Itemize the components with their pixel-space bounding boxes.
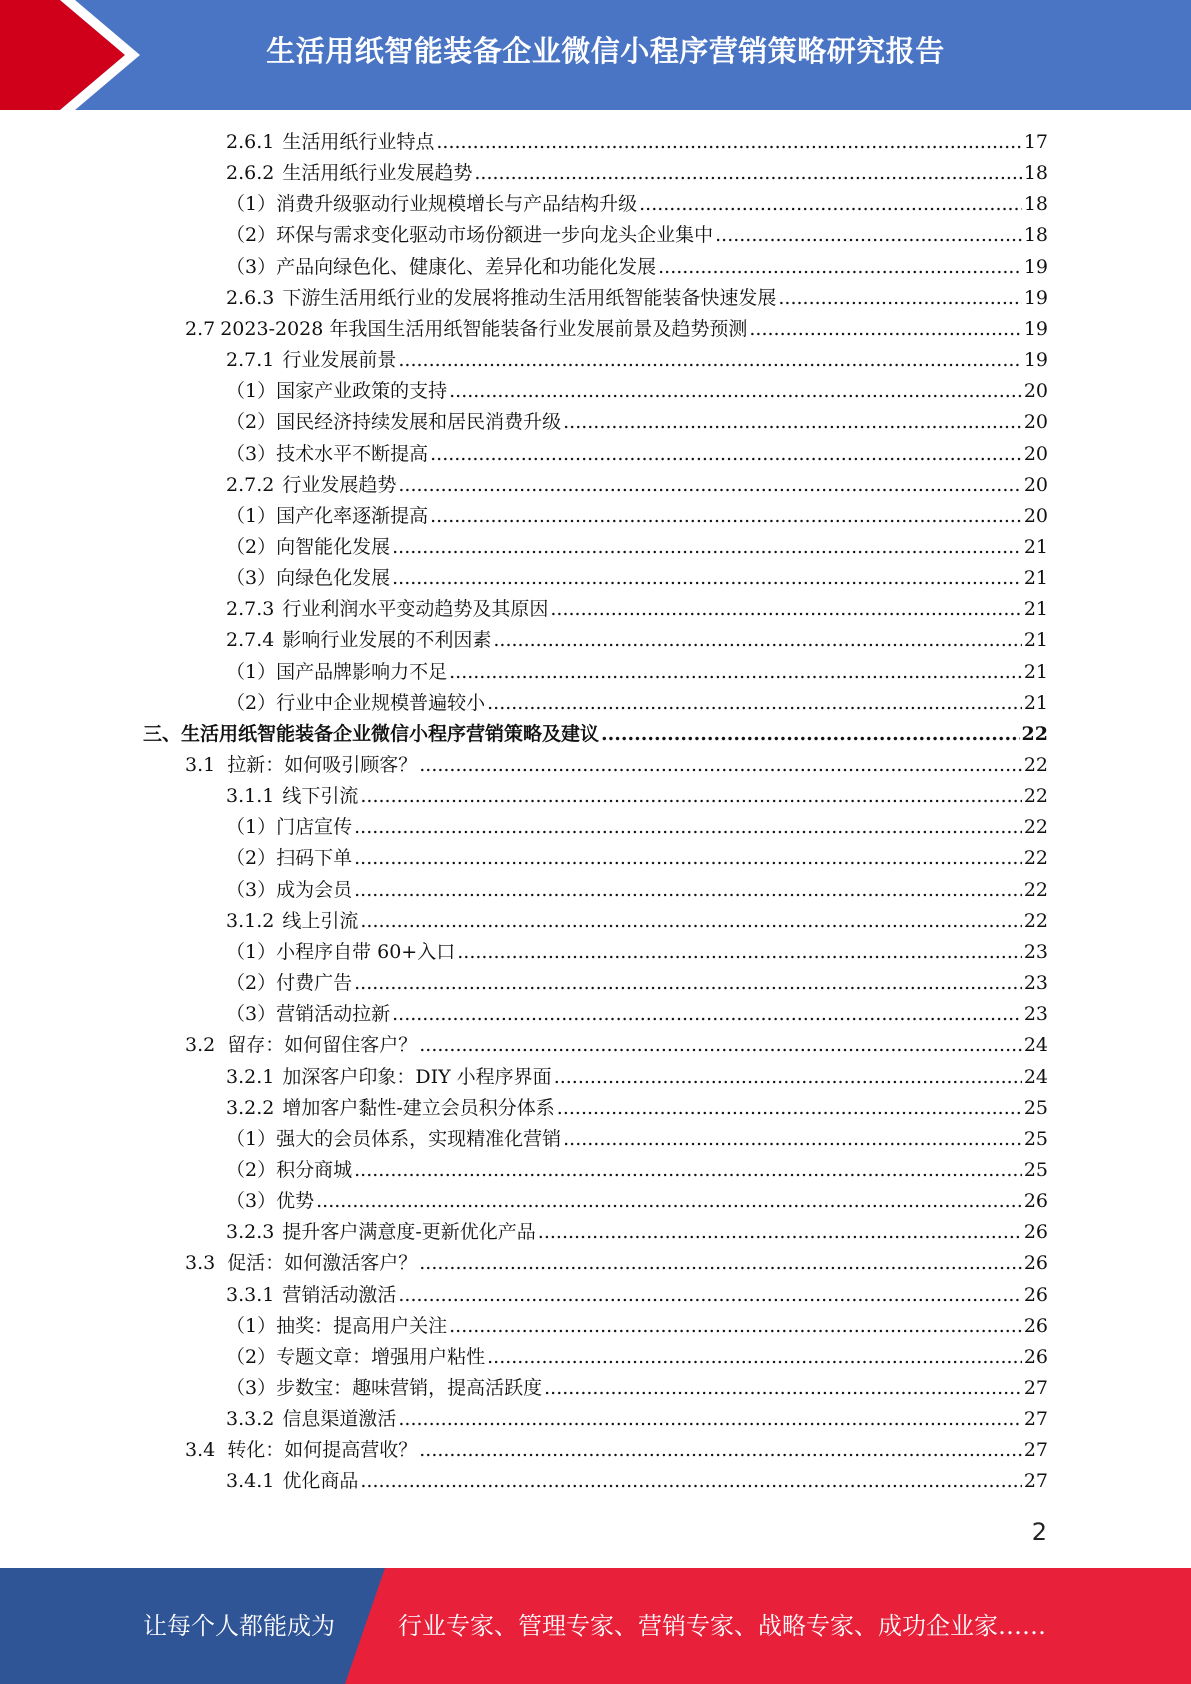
toc-leader-dots: [392, 999, 1022, 1030]
toc-leader-dots: [398, 345, 1021, 376]
toc-entry[interactable]: [226, 1466, 1048, 1497]
toc-entry[interactable]: [226, 1373, 1048, 1404]
toc-entry-page: 24: [1023, 1034, 1048, 1057]
toc-entry-title: 环保与需求变化驱动市场份额进一步向龙头企业集中: [276, 224, 714, 247]
toc-entry-title: 优化商品: [282, 1470, 359, 1493]
toc-entry-page: 25: [1023, 1127, 1048, 1150]
toc-entry-number: 3.4.1: [226, 1470, 275, 1493]
toc-entry-page: 25: [1023, 1158, 1048, 1181]
toc-entry-title: 消费升级驱动行业规模增长与产品结构升级: [276, 193, 638, 216]
toc-entry-number: 2.7.2: [226, 473, 275, 496]
toc-entry[interactable]: [226, 563, 1048, 594]
toc-entry-number: 2.7: [185, 317, 216, 340]
toc-entry-page: 23: [1023, 1003, 1048, 1026]
toc-leader-dots: [474, 158, 1021, 189]
toc-entry-title: 国产化率逐渐提高: [276, 504, 429, 527]
toc-leader-dots: [563, 407, 1022, 438]
toc-entry-page: 26: [1023, 1190, 1048, 1213]
toc-entry[interactable]: [226, 1311, 1048, 1342]
toc-entry[interactable]: [185, 1248, 1048, 1279]
toc-leader-dots: [354, 843, 1022, 874]
toc-entry-title: 增加客户黏性-建立会员积分体系: [282, 1096, 555, 1119]
toc-leader-dots: [563, 1124, 1022, 1155]
toc-entry[interactable]: [226, 1342, 1048, 1373]
toc-leader-dots: [436, 127, 1021, 158]
toc-entry-number: 3.2: [185, 1034, 216, 1057]
toc-entry[interactable]: [185, 314, 1048, 345]
toc-entry-page: 26: [1023, 1221, 1048, 1244]
toc-entry-number: （1）: [226, 1127, 277, 1150]
toc-entry-number: 3.1: [185, 754, 216, 776]
toc-leader-dots: [601, 719, 1020, 750]
toc-entry-page: 20: [1023, 504, 1048, 527]
toc-entry-number: 3.3.1: [226, 1283, 275, 1306]
toc-entry[interactable]: [226, 968, 1048, 999]
toc-entry-number: （1）: [226, 380, 277, 403]
toc-entry[interactable]: [185, 1030, 1048, 1061]
toc-entry[interactable]: [226, 1280, 1048, 1311]
toc-entry-number: 2.7.1: [226, 349, 275, 372]
toc-entry-title: 行业利润水平变动趋势及其原因: [282, 598, 549, 621]
toc-entry-page: 26: [1023, 1283, 1048, 1306]
toc-entry-title: 国民经济持续发展和居民消费升级: [276, 411, 562, 434]
toc-entry-number: 3.2.1: [226, 1065, 275, 1088]
toc-entry-title: 国产品牌影响力不足: [276, 660, 448, 683]
toc-entry-number: （2）: [226, 691, 277, 714]
toc-entry-number: （2）: [226, 535, 277, 558]
footer-slogan-right: 行业专家、管理专家、营销专家、战略专家、成功企业家……: [398, 1612, 1046, 1640]
toc-entry-title: 门店宣传: [276, 816, 353, 839]
toc-entry-title: 影响行业发展的不利因素: [282, 629, 492, 652]
toc-entry[interactable]: [226, 1093, 1048, 1124]
toc-entry[interactable]: [226, 843, 1048, 874]
toc-entry-page: 22: [1023, 816, 1048, 839]
toc-entry-page: 22: [1023, 909, 1048, 932]
toc-leader-dots: [538, 1217, 1022, 1248]
toc-entry-title: 营销活动激活: [282, 1283, 397, 1306]
footer-slogan-left: 让每个人都能成为: [143, 1612, 335, 1640]
toc-leader-dots: [398, 1404, 1021, 1435]
toc-entry-number: 3.3: [185, 1252, 216, 1275]
toc-entry-page: 20: [1023, 411, 1048, 434]
toc-entry[interactable]: [226, 1062, 1048, 1093]
toc-entry-title: 行业中企业规模普遍较小: [276, 691, 486, 714]
toc-entry-number: （3）: [226, 442, 277, 465]
toc-entry-title: 生活用纸行业特点: [282, 131, 435, 153]
toc-entry[interactable]: [226, 220, 1048, 251]
toc-entry-title: 2023-2028 年我国生活用纸智能装备行业发展前景及趋势预测: [220, 317, 748, 340]
toc-entry-number: （2）: [226, 972, 277, 995]
toc-leader-dots: [778, 283, 1021, 314]
toc-entry-title: 信息渠道激活: [282, 1408, 397, 1431]
toc-entry-number: 三、: [143, 722, 182, 745]
toc-entry[interactable]: [226, 1186, 1048, 1217]
toc-entry[interactable]: [226, 875, 1048, 906]
toc-leader-dots: [554, 1062, 1022, 1093]
toc-entry-title: 生活用纸行业发展趋势: [282, 162, 473, 185]
toc-entry-page: 24: [1023, 1065, 1048, 1088]
toc-entry-number: 3.2.2: [226, 1096, 275, 1119]
toc-entry-title: 向绿色化发展: [276, 567, 391, 590]
toc-entry-number: 3.1.1: [226, 785, 275, 808]
toc-leader-dots: [316, 1186, 1022, 1217]
toc-entry-title: 专题文章：增强用户粘性: [276, 1345, 486, 1368]
toc-leader-dots: [354, 812, 1022, 843]
toc-entry-title: 向智能化发展: [276, 535, 391, 558]
toc-leader-dots: [493, 625, 1021, 656]
toc-entry-title: 技术水平不断提高: [276, 442, 429, 465]
toc-leader-dots: [487, 1342, 1022, 1373]
toc-entry-title: 扫码下单: [276, 847, 353, 870]
toc-leader-dots: [449, 657, 1022, 688]
toc-entry[interactable]: [226, 625, 1048, 656]
toc-entry-page: 18: [1023, 224, 1048, 247]
toc-entry-page: 25: [1023, 1096, 1048, 1119]
toc-leader-dots: [419, 1248, 1022, 1279]
toc-entry-title: 国家产业政策的支持: [276, 380, 448, 403]
toc-entry-page: 22: [1023, 785, 1048, 808]
toc-entry-number: 2.7.3: [226, 598, 275, 621]
toc-entry-number: 2.6.2: [226, 162, 275, 185]
toc-entry[interactable]: [226, 594, 1048, 625]
toc-entry[interactable]: [226, 470, 1048, 501]
toc-entry-page: 21: [1023, 535, 1048, 558]
toc-entry-number: 3.3.2: [226, 1408, 275, 1431]
toc-entry[interactable]: [226, 189, 1048, 220]
toc-entry-title: 拉新：如何吸引顾客？: [227, 754, 418, 776]
toc-entry[interactable]: [226, 781, 1048, 812]
toc-entry-title: 成为会员: [276, 878, 353, 901]
page-header: [0, 0, 1191, 110]
toc-entry-number: （3）: [226, 878, 277, 901]
toc-entry[interactable]: [226, 937, 1048, 968]
page-number: 2: [1031, 1518, 1047, 1546]
toc-entry-page: 18: [1023, 193, 1048, 216]
toc-entry-number: （2）: [226, 411, 277, 434]
toc-entry-page: 22: [1021, 722, 1048, 745]
toc-entry-page: 22: [1023, 847, 1048, 870]
toc-entry-title: 行业发展趋势: [282, 473, 397, 496]
report-title: 生活用纸智能装备企业微信小程序营销策略研究报告: [266, 34, 945, 68]
toc-entry-number: （2）: [226, 1158, 277, 1181]
toc-entry-page: 26: [1023, 1252, 1048, 1275]
toc-entry-page: 21: [1023, 691, 1048, 714]
toc-entry-number: 2.6.1: [226, 131, 275, 153]
toc-leader-dots: [449, 1311, 1022, 1342]
toc-leader-dots: [449, 376, 1022, 407]
toc-entry[interactable]: [226, 283, 1048, 314]
toc-entry[interactable]: [226, 158, 1048, 189]
toc-entry-number: （1）: [226, 660, 277, 683]
toc-entry-page: 21: [1023, 660, 1048, 683]
toc-entry-page: 26: [1023, 1314, 1048, 1337]
toc-entry[interactable]: [226, 1217, 1048, 1248]
toc-entry-title: 小程序自带 60+入口: [276, 940, 456, 963]
toc-entry-number: （3）: [226, 567, 277, 590]
toc-leader-dots: [544, 1373, 1022, 1404]
toc-leader-dots: [354, 1155, 1022, 1186]
toc-entry[interactable]: [226, 501, 1048, 532]
toc-entry-title: 促活：如何激活客户？: [227, 1252, 418, 1275]
toc-leader-dots: [360, 781, 1021, 812]
toc-entry-page: 27: [1023, 1470, 1048, 1493]
toc-entry-number: （3）: [226, 1377, 277, 1399]
toc-entry-page: 20: [1023, 380, 1048, 403]
toc-entry[interactable]: [226, 127, 1048, 158]
toc-entry-title: 强大的会员体系，实现精准化营销: [276, 1127, 562, 1150]
toc-entry-title: 下游生活用纸行业的发展将推动生活用纸智能装备快速发展: [282, 286, 777, 309]
toc-entry-title: 线下引流: [282, 785, 359, 808]
toc-entry-title: 行业发展前景: [282, 349, 397, 372]
toc-entry-number: 2.6.3: [226, 286, 275, 309]
toc-entry-page: 19: [1023, 255, 1048, 278]
toc-entry-title: 付费广告: [276, 972, 353, 995]
toc-entry-number: （1）: [226, 193, 277, 216]
toc-leader-dots: [398, 1280, 1021, 1311]
toc-leader-dots: [419, 1435, 1022, 1466]
toc-entry-title: 优势: [276, 1190, 315, 1213]
toc-leader-dots: [430, 501, 1022, 532]
toc-entry[interactable]: [226, 345, 1048, 376]
toc-entry-page: 22: [1023, 878, 1048, 901]
toc-entry-page: 22: [1023, 754, 1048, 776]
toc-entry[interactable]: [226, 376, 1048, 407]
toc-entry-title: 产品向绿色化、健康化、差异化和功能化发展: [276, 255, 657, 278]
toc-entry[interactable]: [226, 1124, 1048, 1155]
toc-leader-dots: [557, 1093, 1022, 1124]
toc-leader-dots: [360, 906, 1021, 937]
toc-entry[interactable]: [226, 688, 1048, 719]
toc-entry-page: 19: [1023, 286, 1048, 309]
toc-leader-dots: [392, 532, 1022, 563]
toc-leader-dots: [354, 875, 1022, 906]
toc-entry[interactable]: [226, 999, 1048, 1030]
toc-entry-number: （3）: [226, 255, 277, 278]
toc-entry[interactable]: [226, 906, 1048, 937]
toc-entry-page: 20: [1023, 473, 1048, 496]
toc-leader-dots: [430, 439, 1022, 470]
toc-entry[interactable]: [226, 252, 1048, 283]
toc-entry-page: 27: [1023, 1439, 1048, 1462]
toc-leader-dots: [354, 968, 1022, 999]
toc-entry-title: 抽奖：提高用户关注: [276, 1314, 448, 1337]
toc-entry-number: （1）: [226, 1314, 277, 1337]
toc-entry-title: 步数宝：趣味营销，提高活跃度: [276, 1377, 543, 1399]
toc-entry-number: （1）: [226, 816, 277, 839]
toc-entry[interactable]: [226, 532, 1048, 563]
toc-entry-number: （3）: [226, 1190, 277, 1213]
toc-entry-page: 26: [1023, 1345, 1048, 1368]
toc-entry[interactable]: [143, 719, 1048, 750]
toc-entry-title: 积分商城: [276, 1158, 353, 1181]
toc-entry-number: （2）: [226, 1345, 277, 1368]
toc-entry-title: 生活用纸智能装备企业微信小程序营销策略及建议: [181, 722, 600, 745]
toc-entry-number: 3.4: [185, 1439, 216, 1462]
toc-leader-dots: [457, 937, 1022, 968]
toc-leader-dots: [749, 314, 1021, 345]
page-footer: [0, 1568, 1191, 1684]
toc-entry-page: 19: [1023, 349, 1048, 372]
toc-leader-dots: [360, 1466, 1021, 1497]
toc-entry-number: （2）: [226, 847, 277, 870]
toc-entry-page: 23: [1023, 972, 1048, 995]
toc-entry[interactable]: [185, 1435, 1048, 1466]
toc-leader-dots: [419, 1030, 1022, 1061]
toc-leader-dots: [398, 470, 1021, 501]
toc-leader-dots: [392, 563, 1022, 594]
toc-entry[interactable]: [226, 1404, 1048, 1435]
toc-entry-page: 23: [1023, 940, 1048, 963]
toc-leader-dots: [419, 750, 1022, 781]
toc-leader-dots: [487, 688, 1022, 719]
toc-entry-number: （1）: [226, 940, 277, 963]
toc-entry-number: 2.7.4: [226, 629, 275, 652]
toc-leader-dots: [715, 220, 1022, 251]
toc-entry-page: 21: [1023, 567, 1048, 590]
toc-entry-number: 3.1.2: [226, 909, 275, 932]
toc-leader-dots: [550, 594, 1021, 625]
toc-entry-number: （2）: [226, 224, 277, 247]
toc-entry-title: 留存：如何留住客户？: [227, 1034, 418, 1057]
toc-entry-title: 转化：如何提高营收？: [227, 1439, 418, 1462]
toc-entry[interactable]: [226, 407, 1048, 438]
toc-entry[interactable]: [226, 439, 1048, 470]
toc-entry-title: 提升客户满意度-更新优化产品: [282, 1221, 536, 1244]
toc-entry-title: 加深客户印象：DIY 小程序界面: [282, 1065, 552, 1088]
toc-leader-dots: [658, 252, 1022, 283]
toc-entry-page: 21: [1023, 629, 1048, 652]
toc-leader-dots: [639, 189, 1022, 220]
toc-entry-page: 27: [1023, 1377, 1048, 1399]
toc-entry-title: 线上引流: [282, 909, 359, 932]
toc-entry[interactable]: [185, 750, 1048, 781]
toc-entry-title: 营销活动拉新: [276, 1003, 391, 1026]
toc-entry[interactable]: [226, 657, 1048, 688]
toc-entry-page: 17: [1023, 131, 1048, 153]
toc-entry-page: 20: [1023, 442, 1048, 465]
toc-entry-number: （1）: [226, 504, 277, 527]
toc-entry-page: 19: [1023, 317, 1048, 340]
toc-entry-page: 18: [1023, 162, 1048, 185]
toc-entry-number: 3.2.3: [226, 1221, 275, 1244]
toc-entry-number: （3）: [226, 1003, 277, 1026]
toc-entry[interactable]: [226, 1155, 1048, 1186]
toc-entry[interactable]: [226, 812, 1048, 843]
toc-entry-page: 27: [1023, 1408, 1048, 1431]
toc-entry-page: 21: [1023, 598, 1048, 621]
